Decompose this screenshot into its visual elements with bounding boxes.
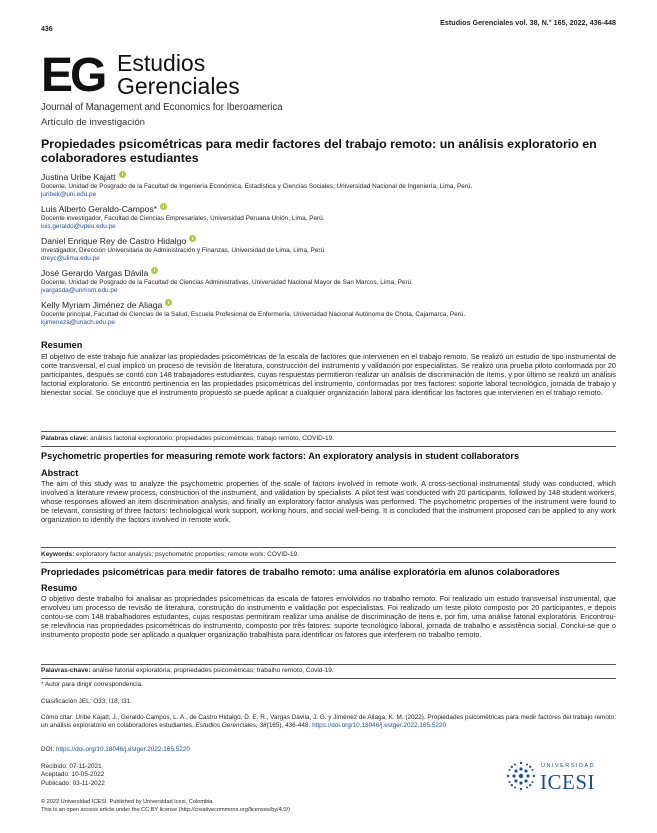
orcid-icon[interactable] — [165, 299, 172, 306]
running-header — [41, 18, 616, 33]
author-list — [41, 171, 616, 331]
journal-logo — [41, 49, 281, 102]
author-name: Daniel Enrique Rey de Castro Hidalgo — [41, 236, 187, 246]
orcid-icon[interactable] — [151, 267, 158, 274]
license-text[interactable]: This is an open access article under the CC BY license (http://creativecommons.org/licenses/by/4.0/) — [41, 806, 290, 813]
english-title — [41, 451, 616, 461]
journal-reference: Estudios Gerenciales vol. 38, N.° 165, 2022, 436-448 — [440, 18, 616, 27]
author-affiliation: Docente, Unidad de Posgrado de la Facultad de Ciencias Administrativas, Universidad Nacional Mayor de San Marcos, Lima, Perú. — [41, 279, 413, 286]
divider — [41, 431, 616, 432]
keywords-text: análise fatorial exploratória; propriedades psicométricas; trabalho remoto, Covid-19. — [92, 667, 334, 674]
keywords-label: Palavras-chave: — [41, 667, 91, 674]
abstract-section — [41, 468, 616, 524]
citation-text: Uribe Kajatt, J., Geraldo-Campos, L. A., de Castro Hidalgo, D. E. R., Vargas Dávila, J. G. y Jiménez de Aliaga, K. M. (2022). Propiedades psicométricas para medir factores del trabajo remoto: un análisis exploratorio en colaboradores estudiantes. — [41, 714, 617, 730]
keywords-label: Palabras clave: — [41, 435, 89, 442]
article-title: Propiedades psicométricas para medir factores del trabajo remoto: un análisis exploratorio en colaboradores estudiantes — [41, 137, 597, 165]
license-note — [41, 799, 616, 814]
page-number: 436 — [41, 26, 53, 33]
article-type: Artículo de investigación — [41, 117, 145, 128]
portuguese-keywords — [41, 667, 616, 674]
resumen-heading: Resumen — [41, 340, 83, 350]
author-email[interactable]: jvargasda@unmsm.edu.pe — [41, 287, 118, 294]
divider — [41, 562, 616, 563]
divider — [41, 446, 616, 447]
icesi-logo — [505, 759, 617, 793]
correspondence-note: * Autor para dirigir correspondencia. — [41, 681, 143, 688]
doi-label: DOI: — [41, 746, 55, 753]
english-keywords — [41, 551, 616, 558]
keywords-text: exploratory factor analysis; psychometric properties; remote work; COVID-19. — [76, 551, 299, 558]
resumen-text: El objetivo de este trabajo fue analizar las propiedades psicométricas de la escala de factores que intervienen en el trabajo remoto. Se realizó un estudio de tipo instrumental de corte transversal, el cual implicó un proceso de revisión de literatura, construcción del instrumento y validación por especialistas. Se realizó una prueba piloto conformada por 20 participantes, después se contó con 148 trabajadores estudiantes, cuyas respuestas permitieron realizar un análisis de discriminación de ítems, y por último se realizó un análisis factorial exploratorio. Se encontró pertinencia en las propiedades psicométricas del instrumento, conformadas por tres factores: soporte laboral tecnológico, jornada de trabajo y bienestar social. Se concluye que el instrumento propuesto se puede aplicar a cualquier organización laboral para identificar los factores que intervienen en el trabajo remoto. — [41, 352, 616, 398]
author-entry — [41, 203, 616, 231]
resumen-section — [41, 340, 616, 397]
author-entry — [41, 267, 616, 295]
divider — [41, 678, 616, 679]
jel-classification: Clasificación JEL: O33; I18; I31. — [41, 698, 132, 705]
accepted-date: Aceptado: 10-05-2022 — [41, 771, 105, 779]
keywords-text: análisis factorial exploratorio; propiedades psicométricas; trabajo remoto, COVID-19. — [90, 435, 335, 442]
icesi-university-label: UNIVERSIDAD — [541, 763, 596, 769]
resumen-keywords — [41, 435, 616, 442]
author-affiliation: Investigador, Dirección Universitaria de Administración y Finanzas, Universidad de Lima, Lima, Perú. — [41, 247, 326, 254]
author-name: Luis Alberto Geraldo-Campos* — [41, 204, 158, 214]
logo-line-1: Estudios — [117, 50, 206, 76]
abstract-heading: Abstract — [41, 468, 79, 478]
journal-tagline: Journal of Management and Economics for Iberoamerica — [41, 102, 283, 113]
orcid-icon[interactable] — [119, 171, 126, 178]
author-name: Kelly Myriam Jiménez de Aliaga — [41, 300, 163, 310]
citation — [41, 714, 616, 731]
author-affiliation: Docente, Unidad de Posgrado de la Facultad de Ingeniería Económica, Estadística y Ciencias Sociales, Universidad Nacional de Ingeniería, Lima, Perú. — [41, 183, 473, 190]
citation-link[interactable]: https://doi.org/10.18046/j.estger.2022.165.5220 — [312, 722, 447, 730]
author-email[interactable]: dreyc@ulima.edu.pe — [41, 255, 100, 262]
author-affiliation: Docente principal, Facultad de Ciencias de la Salud, Escuela Profesional de Enfermería, Universidad Nacional Autónoma de Chota, Cajamarca, Perú. — [41, 311, 466, 318]
citation-label: Cómo citar: — [41, 714, 74, 721]
orcid-icon[interactable] — [189, 235, 196, 242]
author-affiliation: Docente investigador, Facultad de Ciencias Empresariales, Universidad Peruana Unión, Lima, Perú. — [41, 215, 325, 222]
divider — [41, 664, 616, 665]
author-name: José Gerardo Vargas Dávila — [41, 268, 149, 278]
logo-mark: EG — [41, 49, 105, 102]
author-entry — [41, 171, 616, 199]
author-entry — [41, 299, 616, 327]
logo-line-2: Gerenciales — [117, 73, 240, 99]
published-date: Publicado: 03-11-2022 — [41, 779, 105, 787]
author-email[interactable]: juribek@uni.edu.pe — [41, 191, 97, 198]
author-entry — [41, 235, 616, 263]
received-date: Recibido: 07-11-2021 — [41, 763, 102, 770]
citation-tail: (165), 436-448. — [266, 722, 311, 730]
author-email[interactable]: kjimeneza@unach.edu.pe — [41, 319, 115, 326]
portuguese-title-text: Propriedades psicométricas para medir fatores de trabalho remoto: uma análise exploratória em alunos colaboradores — [41, 567, 560, 577]
divider — [41, 547, 616, 548]
icesi-name: ICESI — [540, 770, 595, 794]
resumo-text: O objetivo deste trabalho foi analisar as propriedades psicométricas da escala de fatores envolvidos no trabalho remoto. Foi realizado um estudo transversal instrumental, que envolveu um processo de revisão de literatura, construção do instrumento e validação por especialistas. Foi realizado um teste piloto composto por 20 participantes, e depois contou-se com 148 trabalhadores estudantes, cujas respostas permitiram realizar uma análise de discriminação de itens e, por fim, uma análise fatorial exploratória. Encontrou-se relevância nas propriedades psicométricas do instrumento, composto por três fatores: suporte tecnológico laboral, jornada de trabalho e assistência social. Conclui-se que o instrumento proposto pode ser aplicado a qualquer organização trabalhista para identificar os fatores que interferem no trabalho remoto. — [41, 594, 616, 640]
orcid-icon[interactable] — [160, 203, 167, 210]
resumo-section — [41, 583, 616, 639]
icesi-emblem-icon — [505, 760, 537, 792]
author-email[interactable]: luis.geraldo@upeu.edu.pe — [41, 223, 116, 230]
doi-line — [41, 746, 616, 754]
doi-link[interactable]: https://doi.org/10.18046/j.estger.2022.165.5220 — [55, 746, 190, 753]
citation-journal: Estudios Gerenciales, 38 — [195, 722, 267, 730]
resumo-heading: Resumo — [41, 583, 78, 593]
keywords-label: Keywords: — [41, 551, 75, 558]
portuguese-title — [41, 567, 616, 577]
english-title-text: Psychometric properties for measuring remote work factors: An exploratory analysis in student collaborators — [41, 451, 520, 461]
copyright-text: © 2022 Universidad ICESI. Published by Universidad Icesi, Colombia. — [41, 799, 214, 805]
abstract-text: The aim of this study was to analyze the psychometric properties of the scale of factors involved in remote work. A cross-sectional instrumental study was conducted, which involved a literature review process, construction of the instrument, and validation by specialists. A pilot test was conducted with 20 participants, followed by 148 student workers, whose responses allowed an item discrimination analysis, and finally an exploratory factor analysis was performed. The psychometric properties of the instrument were found to be relevant, consisting of three factors: technological work support, working hours, and social well-being. It is concluded that the instrument proposed can be applied to any work organization to identify the factors involved in remote work. — [41, 479, 616, 525]
author-name: Justina Uribe Kajatt — [41, 172, 116, 182]
